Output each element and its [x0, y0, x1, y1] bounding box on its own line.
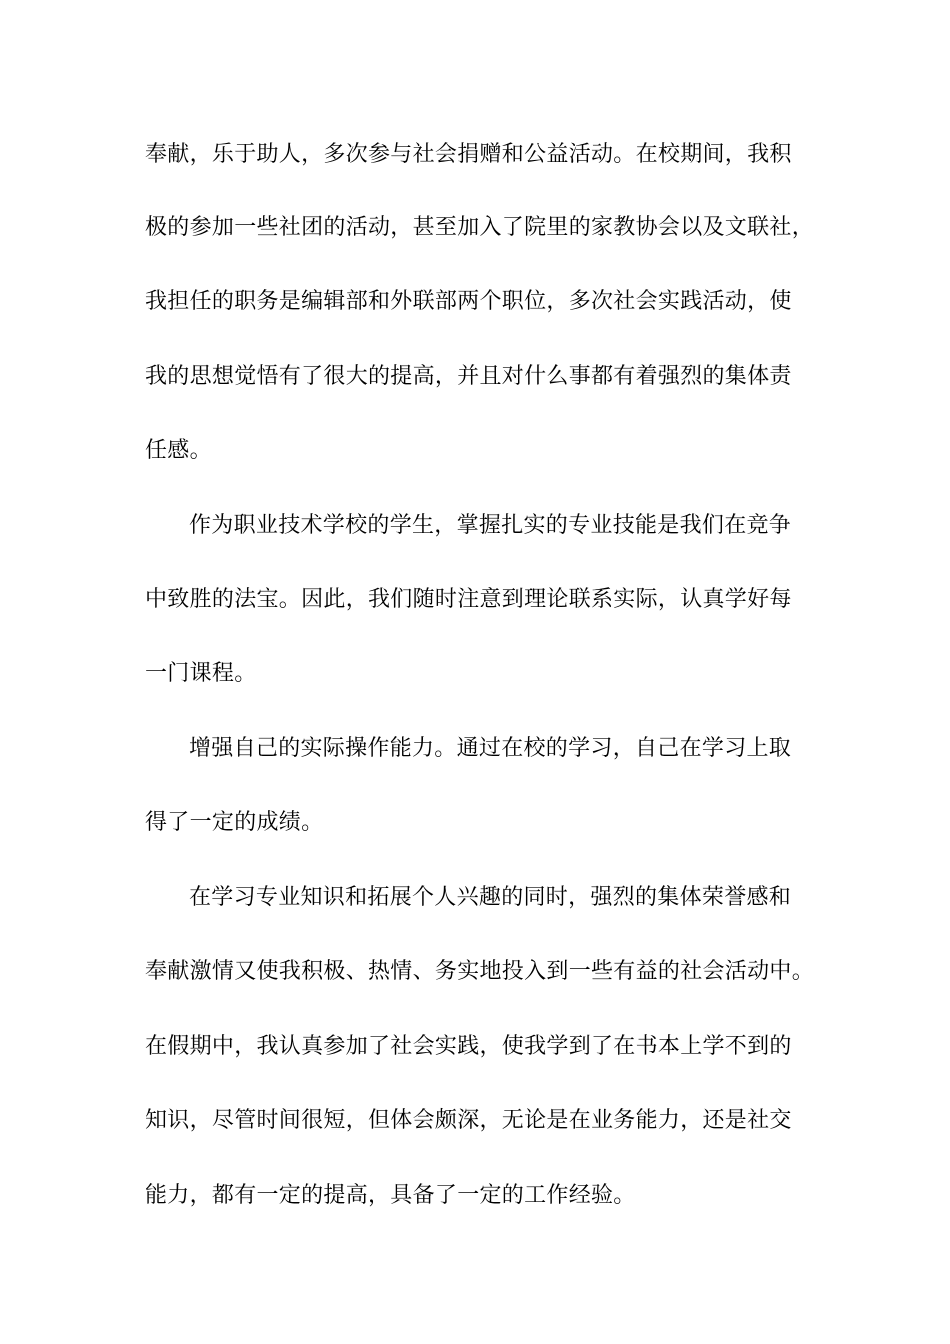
text-line: 奉献，乐于助人，多次参与社会捐赠和公益活动。在校期间，我积	[145, 142, 792, 167]
paragraph-first-line: 增强自己的实际操作能力。通过在校的学习，自己在学习上取	[189, 736, 792, 761]
text-line: 得了一定的成绩。	[145, 810, 324, 835]
text-line: 奉献激情又使我积极、热情、务实地投入到一些有益的社会活动中。	[145, 959, 815, 984]
text-line: 任感。	[145, 438, 212, 463]
text-line: 极的参加一些社团的活动，甚至加入了院里的家教协会以及文联社，	[145, 215, 815, 240]
text-line: 中致胜的法宝。因此，我们随时注意到理论联系实际，认真学好每	[145, 587, 792, 612]
paragraph-first-line: 在学习专业知识和拓展个人兴趣的同时，强烈的集体荣誉感和	[189, 885, 792, 910]
text-line: 知识，尽管时间很短，但体会颇深，无论是在业务能力，还是社交	[145, 1108, 792, 1133]
paragraph-first-line: 作为职业技术学校的学生，掌握扎实的专业技能是我们在竞争	[189, 513, 792, 538]
text-line: 一门课程。	[145, 661, 257, 686]
text-line: 我的思想觉悟有了很大的提高，并且对什么事都有着强烈的集体责	[145, 364, 792, 389]
text-line: 我担任的职务是编辑部和外联部两个职位，多次社会实践活动，使	[145, 289, 792, 314]
text-line: 能力，都有一定的提高，具备了一定的工作经验。	[145, 1183, 636, 1208]
text-line: 在假期中，我认真参加了社会实践，使我学到了在书本上学不到的	[145, 1034, 792, 1059]
